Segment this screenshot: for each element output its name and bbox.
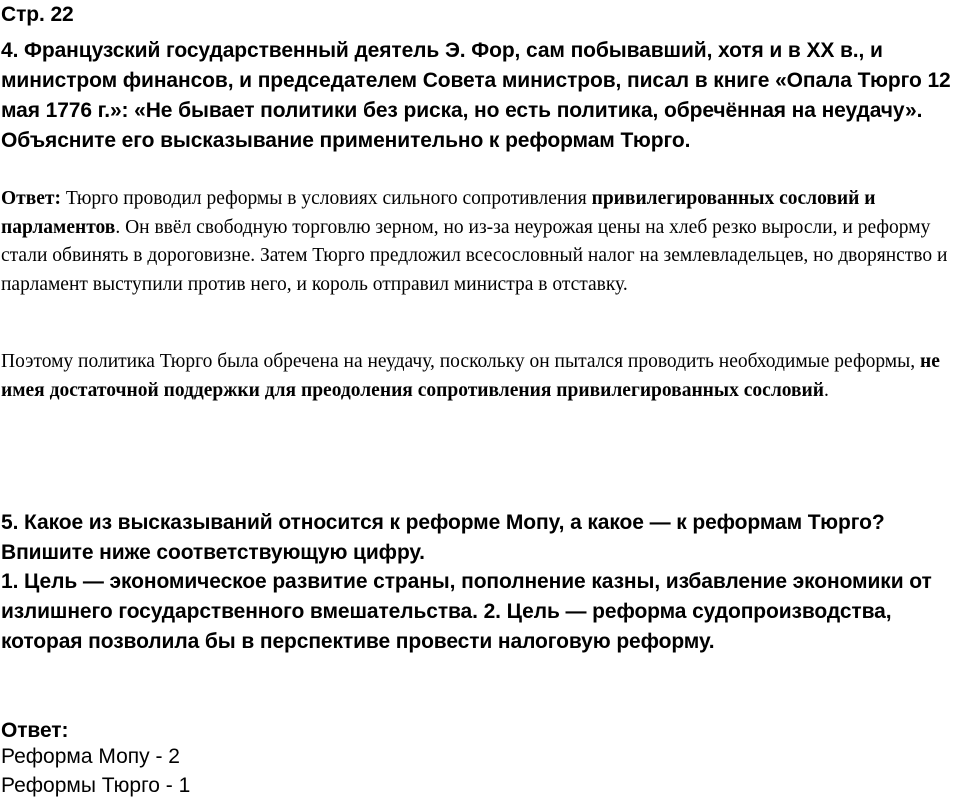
answer-4-p1-text-a: Тюрго проводил реформы в условиях сильного сопротивления xyxy=(61,188,592,209)
answer-5-label: Ответ: xyxy=(1,719,69,742)
answer-4-paragraph-2 xyxy=(0,348,953,405)
answer-4-p1-text-b: . Он ввёл свободную торговлю зерном, но из-за неурожая цены на хлеб резко выросли, и реформу стали обвинять в дороговизне. Затем Тюрго предложил всесословный налог на землевладельцев, но дворянство и парламент выступили против него, и король отправил министра в отставку. xyxy=(1,216,948,295)
answer-4-p1-emphasis: привилегированных сословий и парламентов xyxy=(1,188,876,238)
answer-4-label: Ответ: xyxy=(1,188,62,209)
question-5-options: 1. Цель — экономическое развитие страны, пополнение казны, избавление экономики от излишнего государственного вмешательства. 2. Цель — реформа судопроизводства, которая позволила бы в перспективе провести налоговую реформу. xyxy=(1,570,932,653)
answer-5-line-2: Реформы Тюрго - 1 xyxy=(1,774,191,797)
page-number: Стр. 22 xyxy=(1,3,74,26)
question-5: 5. Какое из высказываний относится к реформе Мопу, а какое — к реформам Тюрго? Впишите ниже соответствующую цифру. xyxy=(1,511,885,564)
answer-4-p2-emphasis: не имея достаточной поддержки для преодоления сопротивления привилегированных сословий xyxy=(1,351,940,401)
answer-4-p2-text-b: . xyxy=(824,379,829,401)
question-4: 4. Французский государственный деятель Э. Фор, сам побывавший, хотя и в XX в., и министром финансов, и председателем Совета министров, писал в книге «Опала Тюрго 12 мая 1776 г.»: «Не бывает политики без риска, но есть политика, обречённая на неудачу». Объясните его высказывание применительно к реформам Тюрго. xyxy=(1,39,951,152)
answer-5-line-1: Реформа Мопу - 2 xyxy=(1,745,180,768)
answer-4-p2-text-a: Поэтому политика Тюрго была обречена на неудачу, поскольку он пытался проводить необходимые реформы, xyxy=(1,351,920,372)
answer-4-paragraph-1 xyxy=(0,185,953,299)
